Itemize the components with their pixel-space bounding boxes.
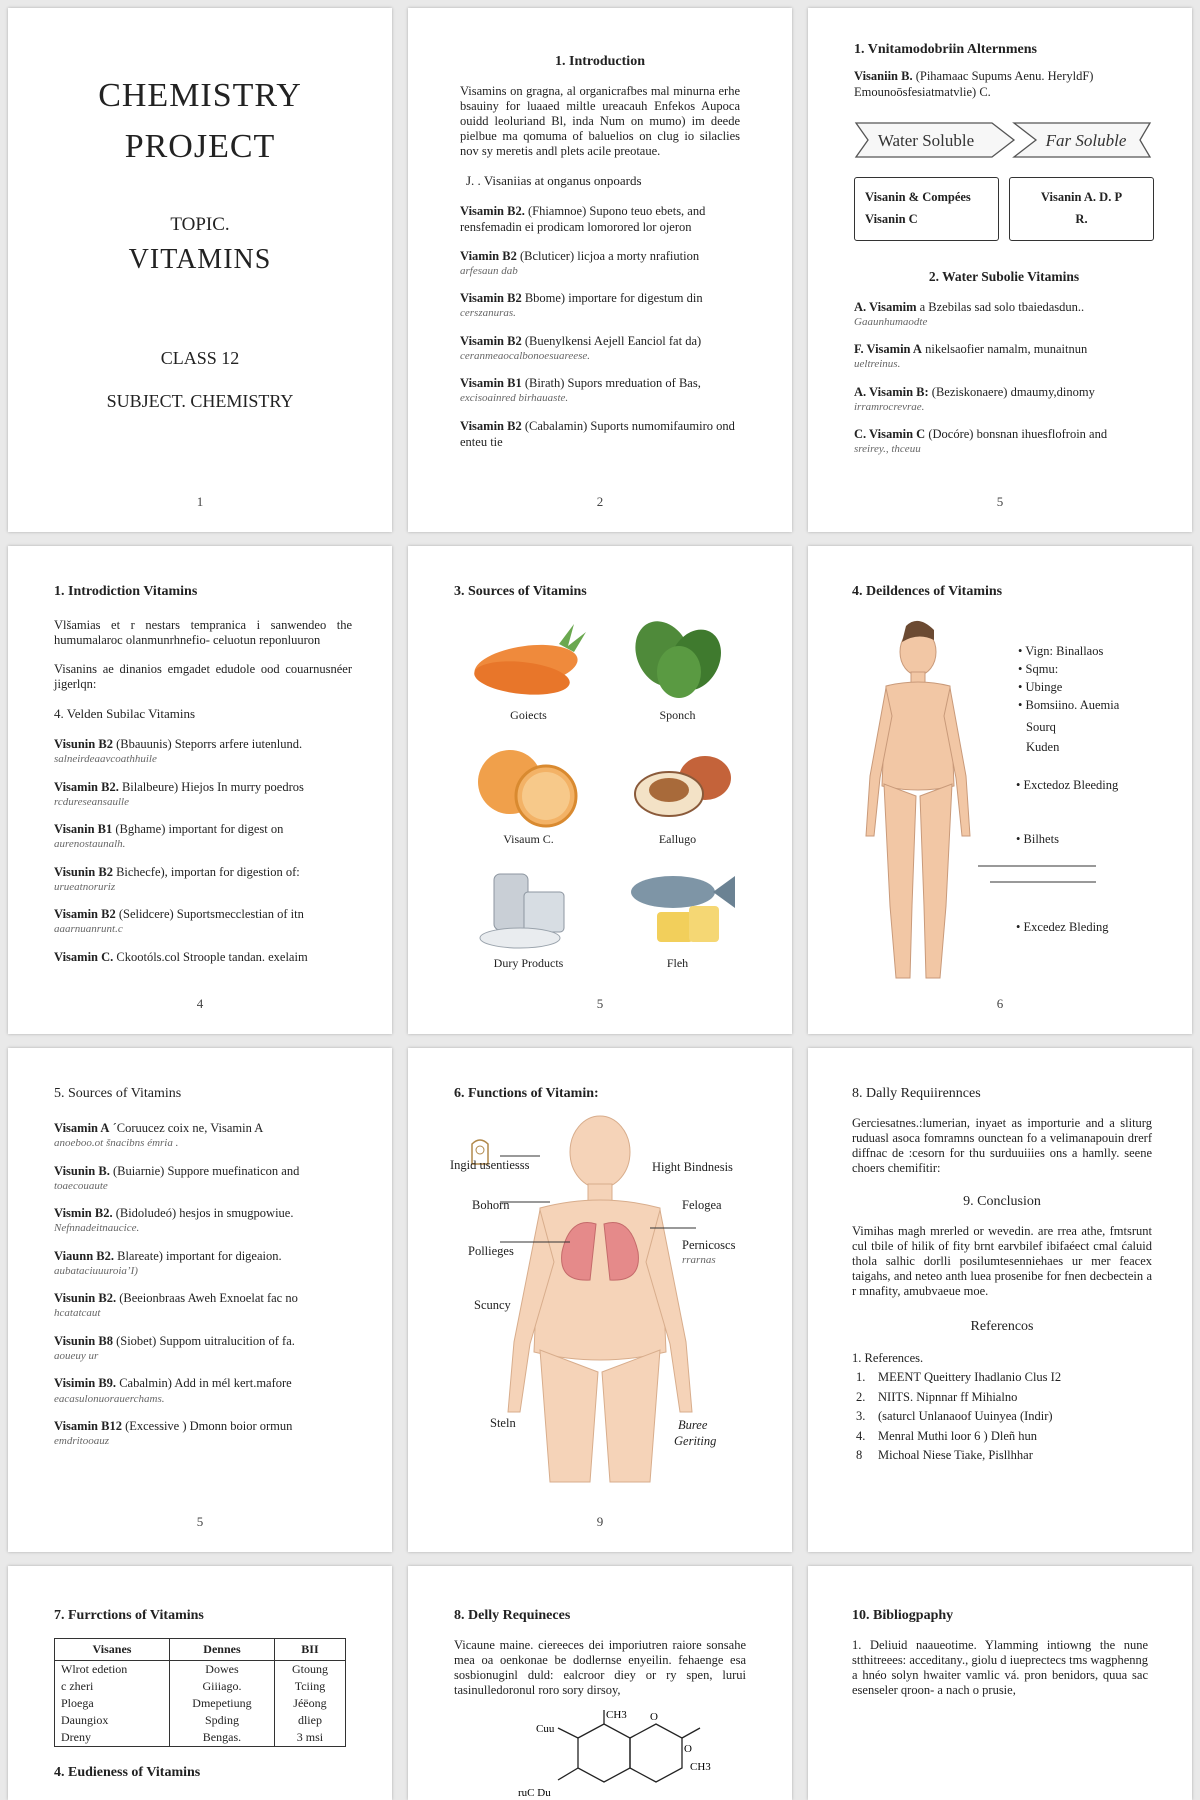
vitamin-name: A. Visamin B: (854, 384, 929, 399)
category-boxes (854, 177, 1154, 241)
page-6-deficiencies (808, 546, 1192, 1034)
vitamin-description-continued: rcdureseansaulle (54, 795, 129, 808)
table-row (55, 1729, 346, 1747)
vitamin-description-continued: emdritooauz (54, 1435, 109, 1448)
vitamin-description-continued: aoueuy ur (54, 1349, 99, 1362)
vitamin-name: Viamin B2 (460, 248, 517, 263)
vitamin-name: F. Visamin A (854, 342, 922, 357)
vitamin-item (854, 299, 1154, 330)
chem-label: Cuu (536, 1723, 555, 1735)
reference-item (856, 1446, 1152, 1465)
fish-icon (613, 862, 743, 954)
vitamin-item (54, 1248, 352, 1279)
vitamin-name: A. Visamim (854, 299, 917, 314)
page-4-introduction-vitamins (8, 546, 392, 1034)
vitamin-description-continued: aubataciuuuroiaʼI) (54, 1264, 138, 1277)
page-heading: 8. Delly Requineces (454, 1608, 571, 1623)
vitamin-description: Bichecfe), importan for digestion of: (116, 864, 300, 879)
intro-item-text: (Pihamaac Supums Aenu. HeryldF) Emounoōsfesiatmatvlie) C. (854, 69, 1094, 100)
page-number: 2 (596, 494, 604, 509)
vitamin-description-continued: urueatnoruriz (54, 880, 116, 893)
vitamin-name: Vismin B2. (54, 1206, 113, 1221)
food-label: Dury Products (493, 956, 564, 970)
deficiency-bullets (1018, 642, 1119, 715)
vitamin-list (54, 1120, 352, 1448)
functions-table (54, 1638, 346, 1747)
vitamin-description: Cabalmin) Add in mél kert.mafore (119, 1376, 292, 1391)
references-intro: 1. References. (852, 1351, 924, 1365)
bullet-icon: • (1018, 698, 1026, 713)
reference-number: 3. (856, 1409, 866, 1424)
vitamin-description: (Bghame) important for digest on (115, 822, 284, 837)
box-line: R. (1075, 212, 1088, 226)
table-cell: Daungiox (55, 1712, 170, 1729)
vitamin-item (54, 1205, 352, 1236)
spinach-leaf-icon (613, 614, 743, 706)
vitamin-item (54, 736, 352, 767)
vitamin-name: Viaunn B2. (54, 1248, 114, 1263)
vitamin-description-continued: Nefnnadeitnaucice. (54, 1222, 140, 1235)
conclusion-paragraph: Vimihas magh mrerled or wevedin. are rrea athe, fmtsrunt cul tbile of hilik of fity brnt earvbilef ibifaéect cmal ćaluid thola salhic dorlli posilumtesenniehaes ur mer feacex taigahs, and neteo anth luea prosenibe for fnen decbectein a r mnafity, amubvaeue moe. (852, 1224, 1152, 1298)
table-cell: Bengas. (170, 1729, 275, 1747)
label-text: Bilhets (1023, 832, 1059, 846)
section-subheading: J. . Visaniias at onganus onpoards (466, 173, 642, 188)
vitamin-name: Visamin B2 (54, 907, 116, 922)
page-5-food-sources (408, 546, 792, 1034)
references-list (852, 1368, 1152, 1465)
vitamin-name: Visamin B2. (54, 779, 119, 794)
chem-label: O (684, 1743, 692, 1755)
reference-number: 8 (856, 1447, 863, 1462)
page-heading: 5. Sources of Vitamins (54, 1086, 182, 1101)
section-subheading: 4. Velden Subilac Vitamins (54, 706, 196, 721)
function-label: Bohorn (472, 1198, 510, 1212)
vitamin-item (54, 1375, 352, 1406)
fat-soluble-label: Far Soluble (1045, 130, 1127, 150)
references-heading: Referencos (970, 1319, 1034, 1334)
egg-icon (613, 738, 743, 830)
deficiency-bullet (1018, 660, 1119, 678)
vitamin-description: (Selidcere) Suportsmecclestian of itn (118, 907, 304, 922)
vitamin-item (854, 341, 1154, 372)
food-label: Eallugo (658, 832, 697, 846)
vitamin-name: Visamin C. (54, 949, 114, 964)
intro-paragraph: Visamins on gragna, al organicrafbes mal minurna erhe bsauiny for luaaed miltle ureacauh Enfekos Aupoca ouidd leoluriand Bl, inda Num on mumo) im deede pielbue ma qomuma of baluelios on clug io silaclies nov sy meretis andl plets acile preotaue. (460, 84, 740, 158)
box-line: Visanin & Compées (865, 189, 971, 204)
function-label: Scuncy (474, 1298, 511, 1312)
table-row (55, 1661, 346, 1679)
vitamin-description-continued: salneirdeaavcoathhuile (54, 753, 157, 766)
table-cell: Dreny (55, 1729, 170, 1747)
page-9-conclusion (808, 1048, 1192, 1552)
vitamin-description-continued: excisoainred birhauaste. (460, 392, 569, 405)
fat-soluble-box (1009, 177, 1154, 241)
vitamin-description-continued: hcatatcaut (54, 1307, 101, 1320)
vitamin-description: Bbome) importare for digestum din (524, 291, 703, 306)
vitamin-description: (Bidoludeó) hesjos in smugpowiue. (115, 1206, 294, 1221)
box-line: Visanin A. D. P (1040, 189, 1123, 204)
vitamin-description: (Bbauunis) Steporrs arfere iutenlund. (116, 737, 303, 751)
bullet-icon: • (1016, 778, 1024, 792)
chem-label: O (650, 1711, 658, 1723)
page-heading: 10. Bibliogpaphy (852, 1608, 954, 1623)
intro-item (854, 68, 1154, 101)
table-header-cell: Visanes (55, 1639, 170, 1661)
vitamin-name: Visamin A (54, 1121, 110, 1135)
vitamin-item (54, 906, 352, 937)
table-cell: Dowes (170, 1661, 275, 1679)
bullet-icon: • (1016, 832, 1024, 846)
vitamin-name: Visamin B12 (54, 1418, 122, 1433)
page-number: 1 (196, 494, 204, 509)
vitamin-item (460, 248, 740, 279)
vitamin-description: Blareate) important for digeaion. (117, 1248, 282, 1263)
vitamin-name: Visamin B2 (460, 291, 522, 306)
page-heading: 1. Vnitamodobriin Alternmens (854, 42, 1037, 57)
table-header-cell: Dennes (170, 1639, 275, 1661)
page-2-introduction (408, 8, 792, 532)
page-heading: 7. Furrctions of Vitamins (54, 1608, 204, 1623)
deficiency-label (1016, 920, 1109, 935)
page-12-bibliography (808, 1566, 1192, 1800)
page-number: 9 (596, 1514, 604, 1529)
reference-item (856, 1427, 1152, 1446)
table-cell: Jéëong (274, 1695, 345, 1712)
dairy-products-icon (464, 862, 594, 954)
daily-paragraph: Gerciesatnes.:lumerian, inyaet as importurie and a sliturg ruduasl asoca fomramns ounctean fo a velimanapouin drerf diffnac de :cesorn for thu surduuiiies ons a hamlly. seene choers chemifitir: (852, 1116, 1152, 1175)
table-cell: Tciing (274, 1678, 345, 1695)
vitamin-item (854, 384, 1154, 415)
vitamin-item (854, 426, 1154, 457)
section-subheading: 2. Water Subolie Vitamins (928, 268, 1080, 284)
vitamin-description: (Siobet) Suppom uitralucition of fa. (116, 1333, 295, 1348)
bullet-icon: • (1018, 680, 1026, 695)
vitamin-item (54, 1418, 352, 1449)
vitamin-description-continued: sreirey., thceuu (854, 443, 921, 456)
food-grid (454, 614, 752, 980)
vitamin-description: (Beziskonaere) dmaumy,dinomy (931, 384, 1095, 399)
food-carrots (454, 614, 603, 732)
vitamin-description-continued: Gaaunhumaodte (854, 315, 928, 328)
vitamin-description-continued: aurenostaunalh. (54, 838, 126, 851)
table-row (55, 1712, 346, 1729)
vitamin-name: Visimin B9. (54, 1376, 117, 1391)
reference-item (856, 1368, 1152, 1387)
chem-label: CH3 (606, 1709, 627, 1721)
reference-text: NIITS. Nipnnar ff Mihialno (878, 1389, 1018, 1404)
vitamin-description: ´Coruucez coix ne, Visamin A (112, 1121, 264, 1135)
vitamin-description-continued: toaecouaute (54, 1179, 108, 1192)
requirements-paragraph: Vicaune maine. ciereeces dei imporiutren raiore sonsahe mea oa oenkonae be dodlernse enyeilin. fehaenge esa sosbionuginl duld: ealcroor diey or ry spen, lurui tasinulledoronul roro sory dirsoy, (454, 1638, 746, 1697)
reference-text: Michoal Niese Tiake, Pisllhhar (878, 1447, 1033, 1462)
reference-text: MEENT Queittery Ihadlanio Clus I2 (878, 1370, 1062, 1385)
function-label: Hight Bindnesis (652, 1160, 733, 1174)
water-soluble-label: Water Soluble (877, 130, 975, 150)
bullet-icon: • (1018, 662, 1026, 677)
cover-title (8, 70, 392, 172)
table-header-cell: BII (274, 1639, 345, 1661)
chemical-structure-diagram (478, 1708, 718, 1800)
vitamin-item (54, 949, 352, 965)
function-label: Buree (678, 1418, 708, 1432)
vitamin-name: C. Visamin C (854, 427, 926, 442)
bullet-text: Bomsiino. Auemia (1025, 698, 1120, 713)
vitamin-name: Visamin B2 (460, 333, 522, 348)
vitamin-item (460, 290, 740, 321)
vitamin-description-continued: irramrocrevrae. (854, 400, 925, 413)
page-number: 4 (196, 996, 204, 1011)
function-label: Pernicoscs (682, 1238, 736, 1252)
vitamin-description: (Beeionbraas Aweh Exnoelat fac no (119, 1291, 298, 1306)
function-label: rrarnas (682, 1254, 716, 1266)
page-number: 6 (996, 996, 1004, 1011)
vitamin-item (460, 333, 740, 364)
bullet-text: Vign: Binallaos (1025, 644, 1104, 658)
page-number: 5 (596, 996, 604, 1011)
bullet-text: Sqmu: (1025, 662, 1059, 677)
vitamin-item (460, 203, 740, 236)
vitamin-description: Ckootóls.col Stroople tandan. exelaim (116, 949, 308, 964)
vitamin-description: (Buenylkensi Aejell Eanciol fat da) (524, 333, 702, 348)
food-label: Visaum C. (503, 832, 554, 846)
orange-fruit-icon (464, 738, 594, 830)
vitamin-item (54, 1120, 352, 1151)
vitamin-name: Visunin B2 (54, 737, 113, 751)
page-8-functions (408, 1048, 792, 1552)
food-oranges (454, 738, 603, 856)
table-cell: Gtoung (274, 1661, 345, 1679)
page-heading: 6. Functions of Vitamin: (454, 1086, 599, 1101)
box-line: Visanin C (865, 212, 918, 226)
page-10-functions-table (8, 1566, 392, 1800)
food-label: Fleh (666, 956, 689, 970)
page-11-daily-requirements (408, 1566, 792, 1800)
food-eggs (603, 738, 752, 856)
cover-title-line-2: PROJECT (124, 128, 276, 165)
food-fish (603, 862, 752, 980)
page-number: 5 (996, 494, 1004, 509)
vitamin-list (854, 299, 1154, 457)
cover-title-line-1: CHEMISTRY (98, 77, 302, 114)
food-label: Sponch (659, 708, 696, 722)
vitamin-item (54, 1163, 352, 1194)
vitamin-description: (Cabalamin) Suports numomifaumiro ond enteu tie (460, 418, 735, 449)
function-label: Steln (490, 1416, 516, 1430)
chem-label: ruC Du (518, 1787, 551, 1799)
vitamin-name: Visamin B2. (460, 204, 525, 218)
deficiency-bullet (1018, 642, 1119, 660)
table-cell: Dmepetiung (170, 1695, 275, 1712)
vitamin-description-continued: aaarnuanrunt.c (54, 923, 123, 936)
vitamin-description-continued: ceranmeaocalbonoesuareese. (460, 349, 591, 362)
vitamin-description-continued: ueltreinus. (854, 358, 901, 371)
page-7-sources-list (8, 1048, 392, 1552)
vitamin-name: Visunin B2 (54, 864, 113, 879)
vitamin-description: (Birath) Supors mreduation of Bas, (524, 376, 701, 391)
solubility-banner (854, 119, 1154, 161)
reference-number: 4. (856, 1428, 866, 1443)
page-heading: 8. Dally Requiirennces (852, 1086, 981, 1101)
deficiency-label: Kuden (1026, 740, 1060, 754)
conclusion-heading: 9. Conclusion (963, 1194, 1041, 1209)
solubility-arrow-shape (854, 119, 1154, 161)
page-heading: 1. Introduction (555, 54, 645, 69)
page-1-cover (8, 8, 392, 532)
table-cell: c zheri (55, 1678, 170, 1695)
chem-label: CH3 (690, 1761, 711, 1773)
deficiency-label: Sourq (1026, 720, 1056, 734)
deficiency-bullet (1018, 678, 1119, 696)
vitamin-item (54, 1333, 352, 1364)
vitamin-name: Visamin B2 (460, 418, 522, 433)
deficiency-bullet (1018, 696, 1119, 714)
section-heading: 4. Eudieness of Vitamins (54, 1765, 201, 1780)
vitamin-description: (Docóre) bonsnan ihuesflofroin and (928, 427, 1108, 442)
cover-class: CLASS 12 (160, 348, 240, 368)
reference-item (856, 1388, 1152, 1407)
cover-subject: SUBJECT. CHEMISTRY (106, 391, 294, 411)
table-row (55, 1678, 346, 1695)
vitamin-description: nikelsaofier namalm, munaitnun (925, 342, 1088, 357)
vitamin-description: a Bzebilas sad solo tbaiedasdun.. (919, 299, 1085, 314)
intro-paragraph: Vlšamias et r nestars tempranica i sanwendeo the humumalaroc olanmunrhnefio- celuotun reponluuron (54, 618, 352, 647)
vitamin-item (54, 779, 352, 810)
reference-number: 1. (856, 1370, 866, 1385)
vitamin-description: (Excessive ) Dmonn boior ormun (125, 1418, 293, 1433)
food-spinach (603, 614, 752, 732)
vitamin-name: Visunin B2. (54, 1291, 117, 1306)
vitamin-item (460, 375, 740, 406)
reference-text: (saturcl Unlanaoof Uuinyea (Indir) (878, 1409, 1053, 1424)
carrot-icon (464, 614, 594, 706)
table-cell: Ploega (55, 1695, 170, 1712)
reference-number: 2. (856, 1389, 866, 1404)
table-cell: Spding (170, 1712, 275, 1729)
vitamin-name: Visanin B1 (54, 822, 113, 837)
reference-text: Menral Muthi loor 6 ) Dleñ hun (878, 1428, 1038, 1443)
vitamin-name: Visunin B8 (54, 1333, 113, 1348)
vitamin-item (54, 864, 352, 895)
vitamin-description-continued: arfesaun dab (460, 264, 518, 277)
vitamin-item (54, 1290, 352, 1321)
function-label: Pollieges (468, 1244, 514, 1258)
function-label: Felogea (682, 1198, 722, 1212)
reference-item (856, 1407, 1152, 1426)
torso-figure (500, 1112, 700, 1532)
deficiency-label (1016, 832, 1059, 847)
table-cell: 3 msi (274, 1729, 345, 1747)
vitamin-description: (Fhiamnoe) Supono teuo ebets, and rensfemadin ei prodicam lomorored lor ojeron (460, 204, 706, 235)
vitamin-list (460, 203, 740, 450)
bullet-icon: • (1016, 920, 1024, 934)
vitamin-item (54, 821, 352, 852)
vitamin-name: Visamin B1 (460, 376, 522, 391)
cover-topic-label: TOPIC. (170, 214, 230, 235)
vitamin-description-continued: anoeboo.ot šnacibns émria . (54, 1137, 179, 1150)
food-label: Goiects (510, 708, 547, 722)
vitamin-description-continued: cerszanuras. (460, 307, 516, 320)
vitamin-description: (Buiarnie) Suppore muefinaticon and (112, 1163, 300, 1178)
bibliography-paragraph: 1. Deliuid naaueotime. Ylamming intiowng the nune stthitreees: acceditany., giolu d iueprectecs tms wagphenng a hnéo solyn hwaiter vamlic vá. pron benidors, quua sac esenseler qroon- a nach o prusie, (852, 1638, 1148, 1697)
table-cell: dliep (274, 1712, 345, 1729)
intro-item-label: Visaniin B. (854, 69, 913, 83)
deficiency-label (1016, 778, 1118, 793)
label-text: Excedez Bleding (1023, 920, 1109, 934)
vitamin-description: (Bcluticer) licjoa a morty nrafiution (519, 248, 700, 263)
page-heading: 1. Introdiction Vitamins (54, 584, 198, 599)
vitamin-name: Visunin B. (54, 1163, 110, 1178)
food-dairy (454, 862, 603, 980)
label-text: Exctedoz Bleeding (1023, 778, 1119, 792)
table-cell: Wlrot edetion (55, 1661, 170, 1679)
water-soluble-box (854, 177, 999, 241)
table-cell: Giiiago. (170, 1678, 275, 1695)
vitamin-list (54, 736, 352, 965)
bullet-text: Ubinge (1025, 680, 1063, 695)
vitamin-item (460, 418, 740, 451)
page-3-classification (808, 8, 1192, 532)
page-heading: 3. Sources of Vitamins (454, 584, 587, 599)
page-heading: 4. Deildences of Vitamins (852, 584, 1003, 599)
table-row (55, 1695, 346, 1712)
vitamin-description: Bilalbeure) Hiejos In murry poedros (121, 779, 304, 794)
function-label: Geriting (674, 1434, 717, 1448)
function-label: Ingid usentiesss (450, 1158, 530, 1172)
bullet-icon: • (1018, 644, 1026, 658)
intro-paragraph: Visanins ae dinanios emgadet edudole ood couarnusnéer jigerlqn: (54, 662, 352, 691)
vitamin-description-continued: eacasulonuorauerchams. (54, 1392, 165, 1405)
page-number: 5 (196, 1514, 204, 1529)
cover-topic-value: VITAMINS (128, 244, 272, 275)
